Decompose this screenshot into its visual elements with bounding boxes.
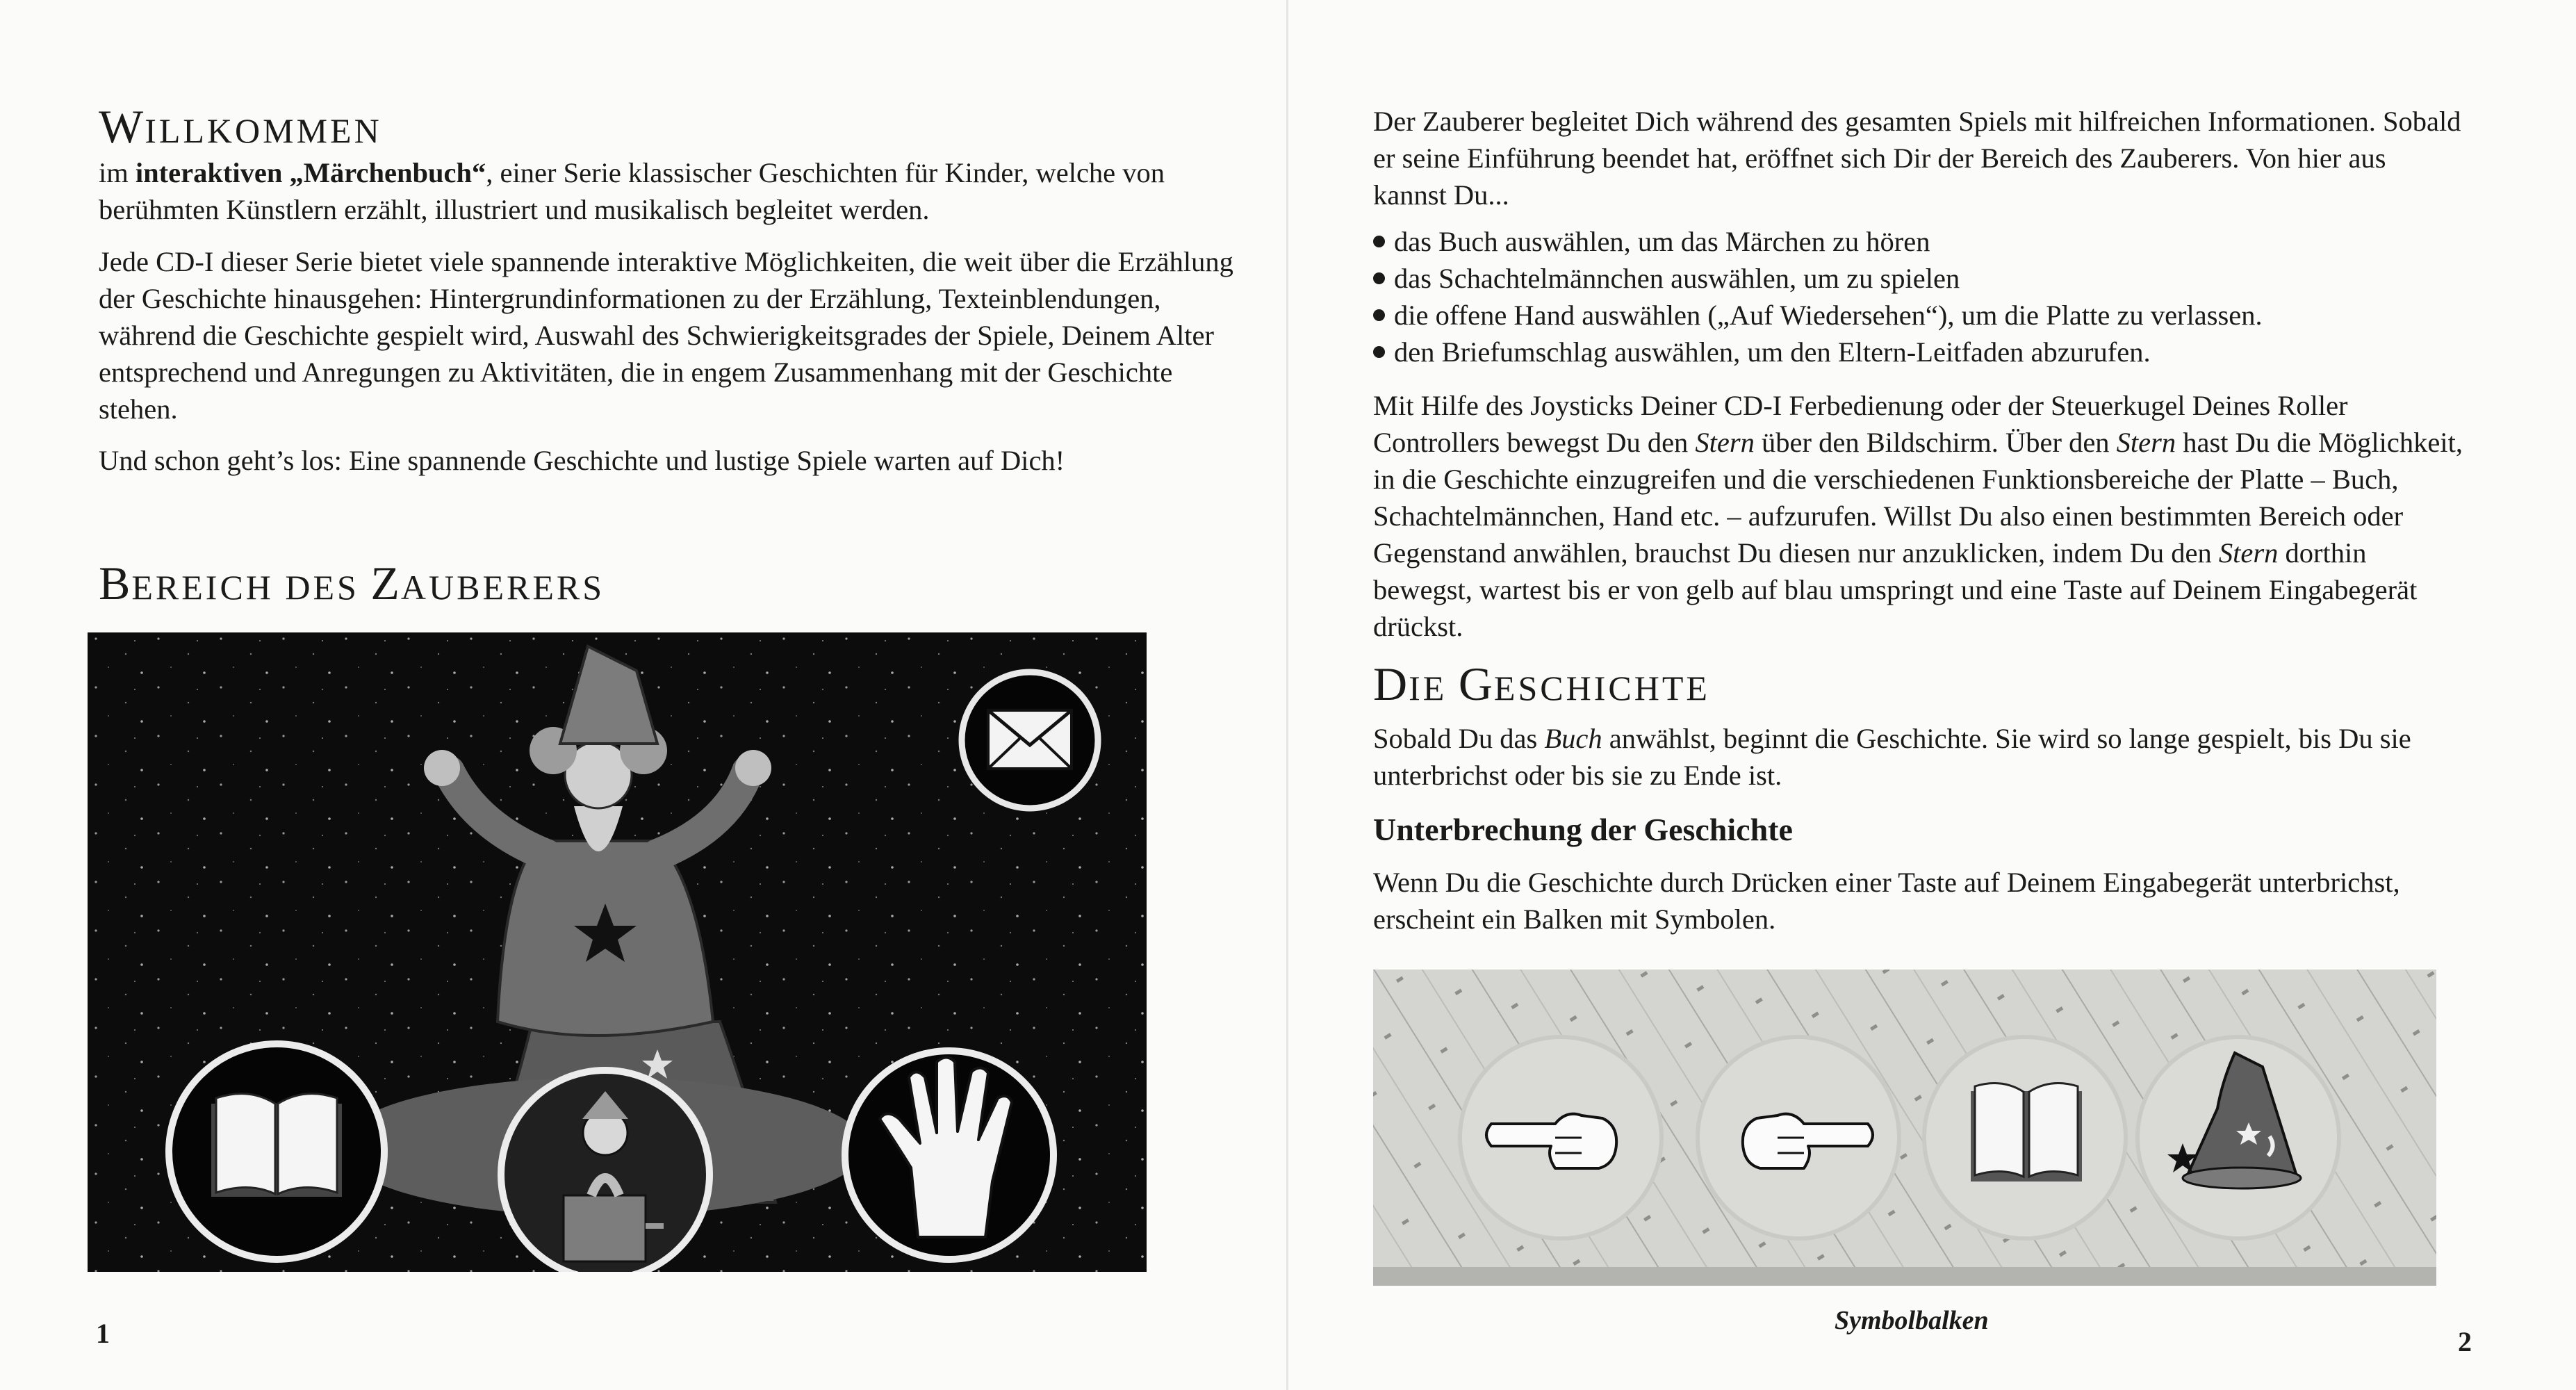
envelope-icon[interactable]	[962, 672, 1098, 808]
list-item: das Buch auswählen, um das Märchen zu hören	[1373, 223, 2263, 260]
jack-in-the-box-icon[interactable]	[501, 1070, 709, 1272]
bullet-icon	[1373, 309, 1385, 321]
open-hand-icon[interactable]	[845, 1051, 1053, 1259]
book-icon[interactable]	[169, 1044, 384, 1259]
hand-pointing-left-icon[interactable]	[1460, 1037, 1662, 1238]
list-item: das Schachtelmännchen auswählen, um zu spielen	[1373, 260, 2263, 297]
book-icon[interactable]	[1924, 1037, 2126, 1238]
interruption-paragraph: Wenn Du die Geschichte durch Drücken einer Taste auf Deinem Eingabegerät unterbrichst, erscheint ein Balken mit Symbolen.	[1373, 867, 2400, 935]
page-number-right: 2	[2458, 1326, 2472, 1357]
bullet-icon	[1373, 236, 1385, 247]
wizard-area-screenshot	[88, 632, 1147, 1272]
options-list	[1373, 223, 2263, 370]
wizard-intro-paragraph: Der Zauberer begleitet Dich während des gesamten Spiels mit hilfreichen Informationen. Sobald er seine Einführung beendet hat, eröffnet sich Dir der Bereich des Zauberers. Von hier aus kannst Du...	[1373, 106, 2461, 211]
list-item: den Briefumschlag auswählen, um den Eltern-Leitfaden abzurufen.	[1373, 334, 2263, 370]
hand-pointing-right-icon[interactable]	[1698, 1037, 1899, 1238]
wizard-scene	[88, 632, 1147, 1272]
welcome-heading: WILLKOMMEN	[99, 100, 382, 153]
wizard-hat-icon[interactable]	[2138, 1037, 2339, 1238]
joystick-paragraph: Mit Hilfe des Joysticks Deiner CD-I Ferbedienung oder der Steuerkugel Deines Roller Controllers bewegst Du den Stern über den Bildschirm. Über den Stern hast Du die Möglichkeit, in die Geschichte einzugreifen und die verschiedenen Funktionsbereiche der Platte – Buch, Schachtelmännchen, Hand etc. – aufzurufen. Willst Du also einen bestimmten Bereich oder Gegenstand anwählen, brauchst Du diesen nur anzuklicken, indem Du den Stern dorthin bewegst, wartest bis er von gelb auf blau umspringt und eine Taste auf Deinem Eingabegerät drückst.	[1373, 390, 2463, 642]
story-heading: DIE GESCHICHTE	[1373, 657, 1710, 710]
symbol-bar-caption: Symbolbalken	[1835, 1306, 1989, 1335]
symbol-bar-screenshot	[1373, 970, 2436, 1286]
page-number-left: 1	[96, 1318, 110, 1349]
story-paragraph: Sobald Du das Buch anwählst, beginnt die Geschichte. Sie wird so lange gespielt, bis Du sie unterbrichst oder bis sie zu Ende ist.	[1373, 723, 2411, 791]
start-paragraph: Und schon geht’s los: Eine spannende Geschichte und lustige Spiele warten auf Dich!	[99, 445, 1065, 476]
bullet-icon	[1373, 272, 1385, 284]
bullet-icon	[1373, 346, 1385, 358]
intro-paragraph: im interaktiven „Märchenbuch“, einer Serie klassischer Geschichten für Kinder, welche von berühmten Künstlern erzählt, illustriert und musikalisch begleitet werden.	[99, 157, 1165, 225]
interruption-heading: Unterbrechung der Geschichte	[1373, 812, 1793, 847]
symbol-bar-scene	[1373, 970, 2436, 1286]
wizard-area-heading: BEREICH DES ZAUBERERS	[99, 557, 605, 610]
list-item: die offene Hand auswählen („Auf Wiedersehen“), um die Platte zu verlassen.	[1373, 297, 2263, 334]
features-paragraph: Jede CD-I dieser Serie bietet viele spannende interaktive Möglichkeiten, die weit über die Erzählung der Geschichte hinausgehen: Hintergrundinformationen zu der Erzählung, Texteinblendungen, während die Geschichte gespielt wird, Auswahl des Schwierigkeitsgrades der Spiele, Deinem Alter entsprechend und Anregungen zu Aktivitäten, die in engem Zusammenhang mit der Geschichte stehen.	[99, 246, 1233, 425]
